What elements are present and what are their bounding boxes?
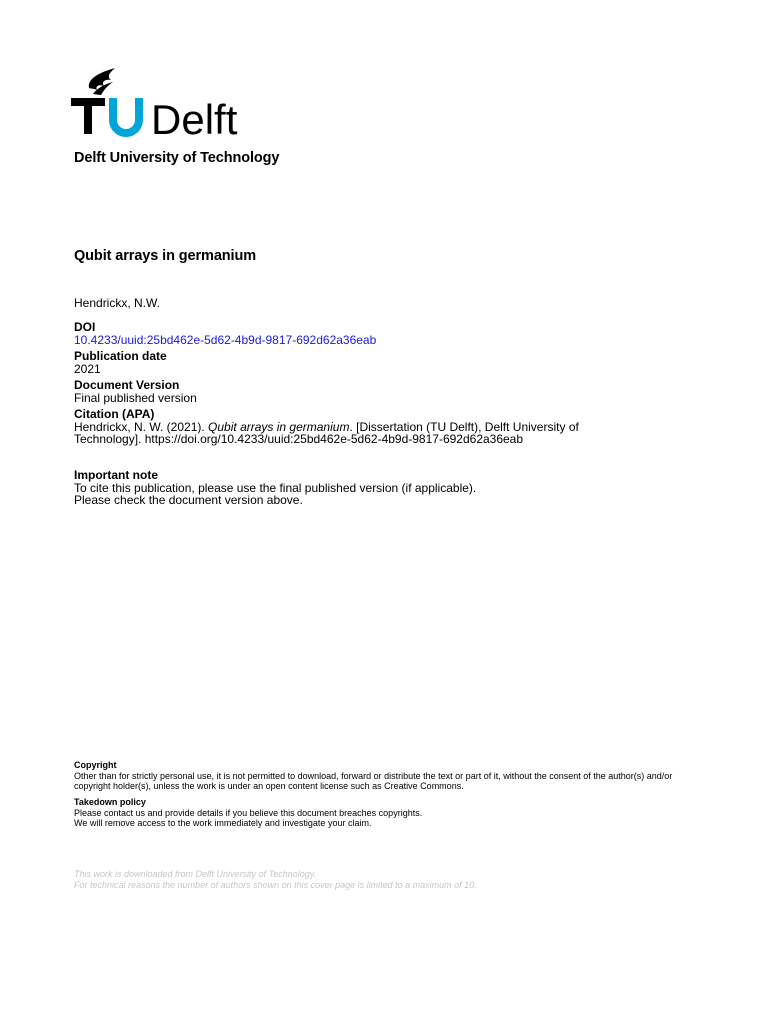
publication-date-value: 2021	[74, 361, 101, 376]
copyright-text: Other than for strictly personal use, it is not permitted to download, forward or distribute the text or part of it, without the consent of the author(s) and/or copyright holder(s), unless the work is under an open content license such as Creative Commons.	[74, 770, 673, 791]
citation-label: Citation (APA)	[74, 407, 155, 421]
doi-link[interactable]: 10.4233/uuid:25bd462e-5d62-4b9d-9817-692d62a36eab	[74, 332, 377, 347]
svg-text:Delft: Delft	[151, 96, 238, 138]
document-version-section	[74, 379, 197, 404]
important-note-line-1: To cite this publication, please use the final published version (if applicable).	[74, 480, 477, 495]
citation-title: Qubit arrays in germanium	[208, 419, 350, 434]
citation-prefix: Hendrickx, N. W. (2021).	[74, 419, 209, 434]
footer-line-1: This work is downloaded from Delft University of Technology.	[74, 869, 317, 879]
document-version-value: Final published version	[74, 390, 197, 405]
takedown-section	[74, 797, 674, 829]
publication-title: Qubit arrays in germanium	[74, 248, 257, 264]
copyright-label: Copyright	[74, 760, 117, 770]
document-version-label: Document Version	[74, 378, 180, 392]
takedown-line-1: Please contact us and provide details if you believe this document breaches copyrights.	[74, 807, 423, 818]
institution-name: Delft University of Technology	[74, 150, 280, 166]
footer-note	[74, 869, 477, 891]
publication-date-section	[74, 350, 167, 375]
important-note-line-2: Please check the document version above.	[74, 493, 303, 507]
author: Hendrickx, N.W.	[74, 296, 161, 310]
important-note-label: Important note	[74, 468, 158, 482]
copyright-section	[74, 760, 674, 792]
citation-suffix: . [Dissertation (TU Delft), Delft University of Technology]. https://doi.org/10.4233/uuid:25bd462e-5d62-4b9d-9817-692d62a36eab	[74, 419, 579, 446]
footer-line-2: For technical reasons the number of authors shown on this cover page is limited to a maximum of 10.	[74, 880, 477, 890]
doi-section	[74, 321, 376, 346]
important-note-section	[74, 469, 476, 507]
doi-label: DOI	[74, 320, 96, 334]
citation-section	[74, 408, 634, 446]
citation-text	[74, 421, 634, 446]
tu-delft-logo	[71, 68, 253, 138]
publication-date-label: Publication date	[74, 349, 167, 363]
takedown-line-2: We will remove access to the work immediately and investigate your claim.	[74, 818, 372, 828]
takedown-label: Takedown policy	[74, 797, 146, 807]
